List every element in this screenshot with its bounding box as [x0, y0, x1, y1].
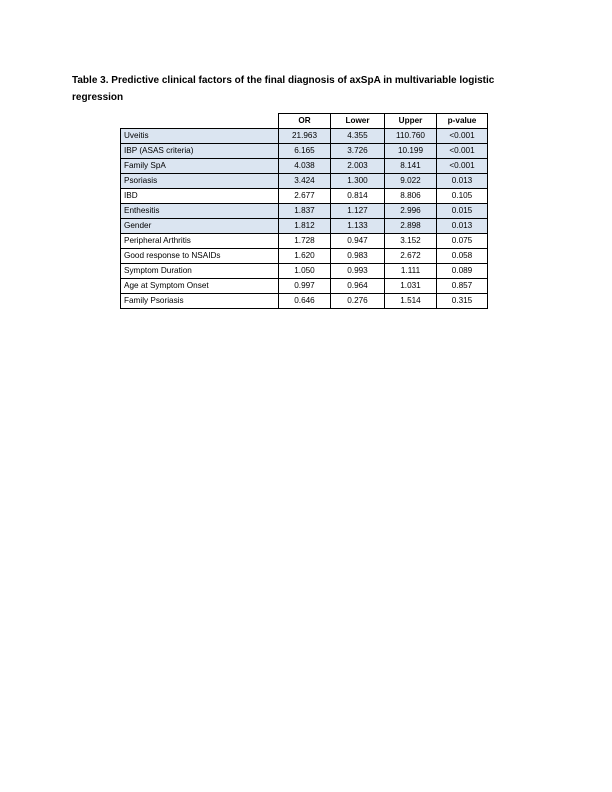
row-label-cell: Uveitis	[121, 129, 279, 144]
p-value-cell: 0.089	[437, 264, 488, 279]
table-row	[121, 159, 488, 174]
lower-ci-cell: 3.726	[331, 144, 385, 159]
lower-ci-cell: 1.300	[331, 174, 385, 189]
or-cell: 1.837	[279, 204, 331, 219]
table-row	[121, 129, 488, 144]
header-cell-upper: Upper	[385, 114, 437, 129]
lower-ci-cell: 0.276	[331, 294, 385, 309]
p-value-cell: 0.105	[437, 189, 488, 204]
table-row	[121, 144, 488, 159]
table-row	[121, 174, 488, 189]
upper-ci-cell: 1.111	[385, 264, 437, 279]
upper-ci-cell: 110.760	[385, 129, 437, 144]
table-row	[121, 279, 488, 294]
or-cell: 0.646	[279, 294, 331, 309]
row-label-cell: Symptom Duration	[121, 264, 279, 279]
p-value-cell: 0.857	[437, 279, 488, 294]
results-table	[120, 113, 488, 309]
table-row	[121, 234, 488, 249]
lower-ci-cell: 1.133	[331, 219, 385, 234]
table-row	[121, 219, 488, 234]
upper-ci-cell: 10.199	[385, 144, 437, 159]
lower-ci-cell: 0.993	[331, 264, 385, 279]
p-value-cell: 0.058	[437, 249, 488, 264]
lower-ci-cell: 0.814	[331, 189, 385, 204]
p-value-cell: <0.001	[437, 144, 488, 159]
or-cell: 1.050	[279, 264, 331, 279]
or-cell: 4.038	[279, 159, 331, 174]
table-title: Table 3. Predictive clinical factors of the final diagnosis of axSpA in multivariable logistic regression	[72, 75, 495, 103]
lower-ci-cell: 0.983	[331, 249, 385, 264]
row-label-cell: Good response to NSAIDs	[121, 249, 279, 264]
upper-ci-cell: 1.031	[385, 279, 437, 294]
or-cell: 0.997	[279, 279, 331, 294]
upper-ci-cell: 8.806	[385, 189, 437, 204]
lower-ci-cell: 0.964	[331, 279, 385, 294]
row-label-cell: Age at Symptom Onset	[121, 279, 279, 294]
table-row	[121, 249, 488, 264]
p-value-cell: 0.015	[437, 204, 488, 219]
header-cell-lower: Lower	[331, 114, 385, 129]
header-row	[121, 114, 488, 129]
header-cell-or: OR	[279, 114, 331, 129]
lower-ci-cell: 4.355	[331, 129, 385, 144]
upper-ci-cell: 8.141	[385, 159, 437, 174]
lower-ci-cell: 1.127	[331, 204, 385, 219]
row-label-cell: Psoriasis	[121, 174, 279, 189]
or-cell: 1.620	[279, 249, 331, 264]
table-body	[121, 129, 488, 309]
lower-ci-cell: 0.947	[331, 234, 385, 249]
p-value-cell: 0.013	[437, 174, 488, 189]
row-label-cell: IBD	[121, 189, 279, 204]
row-label-cell: Family SpA	[121, 159, 279, 174]
upper-ci-cell: 9.022	[385, 174, 437, 189]
upper-ci-cell: 1.514	[385, 294, 437, 309]
table-row	[121, 204, 488, 219]
upper-ci-cell: 2.672	[385, 249, 437, 264]
or-cell: 2.677	[279, 189, 331, 204]
table-row	[121, 294, 488, 309]
row-label-cell: IBP (ASAS criteria)	[121, 144, 279, 159]
or-cell: 1.728	[279, 234, 331, 249]
p-value-cell: 0.315	[437, 294, 488, 309]
table-row	[121, 264, 488, 279]
row-label-cell: Gender	[121, 219, 279, 234]
or-cell: 21.963	[279, 129, 331, 144]
or-cell: 1.812	[279, 219, 331, 234]
p-value-cell: 0.075	[437, 234, 488, 249]
p-value-cell: <0.001	[437, 129, 488, 144]
header-cell-blank	[121, 114, 279, 129]
row-label-cell: Enthesitis	[121, 204, 279, 219]
upper-ci-cell: 2.898	[385, 219, 437, 234]
table-row	[121, 189, 488, 204]
upper-ci-cell: 3.152	[385, 234, 437, 249]
or-cell: 6.165	[279, 144, 331, 159]
upper-ci-cell: 2.996	[385, 204, 437, 219]
p-value-cell: <0.001	[437, 159, 488, 174]
lower-ci-cell: 2.003	[331, 159, 385, 174]
p-value-cell: 0.013	[437, 219, 488, 234]
row-label-cell: Peripheral Arthritis	[121, 234, 279, 249]
row-label-cell: Family Psoriasis	[121, 294, 279, 309]
header-cell-p-value: p-value	[437, 114, 488, 129]
or-cell: 3.424	[279, 174, 331, 189]
